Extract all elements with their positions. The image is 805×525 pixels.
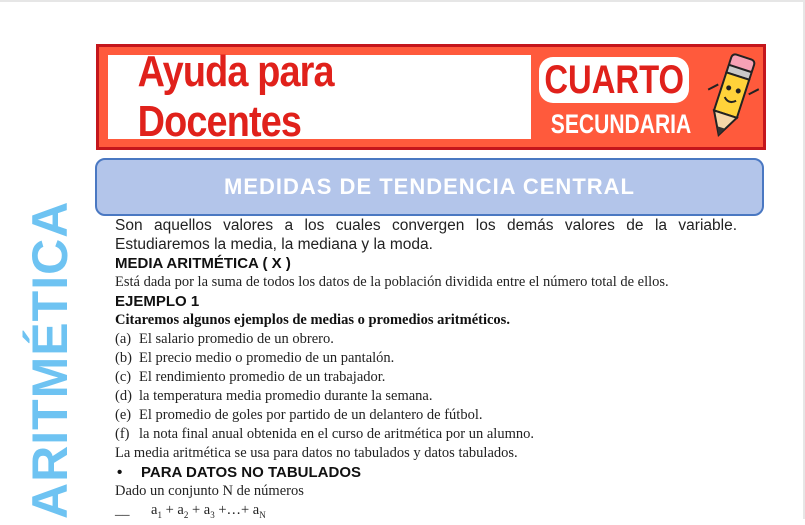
list-item — [115, 349, 737, 368]
level-label: SECUNDARIA — [550, 108, 692, 139]
list-text: El rendimiento promedio de un trabajador. — [139, 369, 386, 385]
list-text: la nota final anual obtenida en el curso de aritmética por un alumno. — [139, 426, 534, 442]
bullet-heading — [115, 463, 737, 482]
list-item — [115, 387, 737, 406]
list-text: El precio medio o promedio de un pantalón. — [139, 350, 395, 366]
heading-media-aritmetica: MEDIA ARITMÉTICA ( X ) — [115, 255, 291, 272]
list-text: El promedio de goles por partido de un delantero de fútbol. — [139, 407, 483, 423]
level-label-box — [541, 107, 701, 141]
bullet-dot-icon: • — [117, 464, 123, 481]
list-marker: (d) — [115, 388, 132, 404]
list-marker: (b) — [115, 350, 132, 366]
list-item — [115, 425, 737, 444]
formula-expression: $a_1 + a_2 + a_3$ +…+ $a_N$ — [151, 502, 266, 520]
intro-paragraph: Son aquellos valores a los cuales convergen los demás valores de la variable. Estudiaremos la media, la mediana y la moda. — [115, 217, 737, 253]
heading-ejemplo: EJEMPLO 1 — [115, 293, 200, 310]
window-frame-top — [0, 0, 805, 2]
bullet-heading-text: PARA DATOS NO TABULADOS — [141, 464, 361, 481]
formula-blank: __ — [115, 502, 130, 518]
grade-label: CUARTO — [544, 57, 684, 102]
list-item — [115, 330, 737, 349]
examples-intro: Citaremos algunos ejemplos de medias o promedios aritméticos. — [115, 312, 510, 328]
subject-side-label: ARITMÉTICA — [22, 200, 78, 519]
list-text: la temperatura media promedio durante la semana. — [139, 388, 433, 404]
list-marker: (c) — [115, 369, 132, 385]
list-marker: (a) — [115, 331, 132, 347]
list-item — [115, 368, 737, 387]
examples-list — [115, 330, 737, 444]
list-marker: (e) — [115, 407, 132, 423]
list-text: El salario promedio de un obrero. — [139, 331, 334, 347]
usage-paragraph: La media aritmética se usa para datos no tabulados y datos tabulados. — [115, 445, 518, 461]
header-banner — [96, 44, 766, 150]
brand-title: Ayuda para Docentes — [137, 47, 334, 146]
section-title: MEDIDAS DE TENDENCIA CENTRAL — [95, 158, 764, 216]
grade-badge — [539, 57, 689, 103]
list-marker: (f) — [115, 426, 130, 442]
given-set-paragraph: Dado un conjunto N de números — [115, 483, 304, 499]
definition-paragraph: Está dada por la suma de todos los datos de la población dividida entre el número total de ellos. — [115, 274, 669, 290]
sum-formula — [115, 501, 737, 525]
pencil-mascot-icon — [699, 49, 763, 145]
document-body — [115, 216, 737, 525]
brand-box — [108, 47, 531, 146]
list-item — [115, 406, 737, 425]
